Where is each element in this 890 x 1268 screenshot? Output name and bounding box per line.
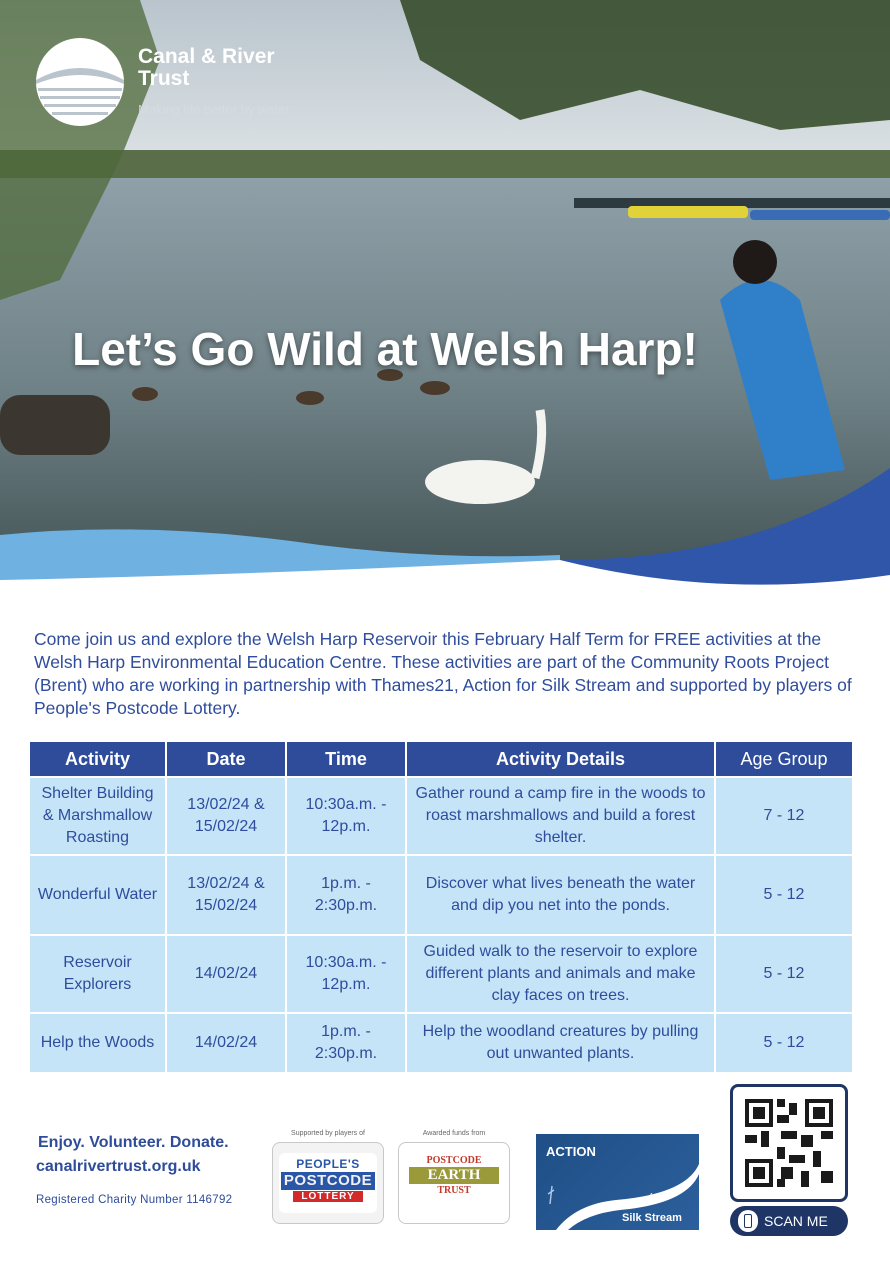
table-row — [30, 936, 852, 1012]
qr-code-block[interactable] — [730, 1084, 848, 1238]
pet-line3: TRUST — [437, 1185, 471, 1196]
action-subtitle: Silk Stream — [622, 1212, 682, 1224]
intro-paragraph: Come join us and explore the Welsh Harp Reservoir this February Half Term for FREE activities at the Welsh Harp Environmental Education Centre. These activities are part of the Community Roots Project (Brent) who are working in partnership with Thames21, Action for Silk Stream and supported by players of People's Postcode Lottery. — [34, 629, 852, 718]
table-row — [30, 778, 852, 854]
action-for: for — [650, 1192, 660, 1201]
pet-line1: POSTCODE — [426, 1155, 482, 1166]
details-cell: Help the woodland creatures by pulling out unwanted plants. — [407, 1014, 714, 1072]
postcode-earth-trust-badge — [398, 1130, 510, 1224]
age-cell: 5 - 12 — [716, 856, 852, 934]
table-row — [30, 856, 852, 934]
pet-caption: Awarded funds from — [422, 1130, 486, 1137]
action-title: ACTION — [546, 1144, 596, 1159]
age-cell: 5 - 12 — [716, 1014, 852, 1072]
table-row — [30, 1014, 852, 1072]
date-cell: 14/02/24 — [167, 936, 285, 1012]
footer-info — [36, 1134, 276, 1206]
phone-icon — [738, 1210, 758, 1232]
action-for-silk-stream-logo — [536, 1134, 699, 1230]
header-activity: Activity — [30, 742, 165, 776]
qr-code[interactable] — [730, 1084, 848, 1202]
date-cell: 13/02/24 & 15/02/24 — [167, 856, 285, 934]
date-cell: 14/02/24 — [167, 1014, 285, 1072]
header-date: Date — [167, 742, 285, 776]
peoples-postcode-lottery-badge — [272, 1130, 384, 1224]
details-cell: Gather round a camp fire in the woods to roast marshmallows and build a forest shelter. — [407, 778, 714, 854]
activity-cell: Shelter Building & Marshmallow Roasting — [30, 778, 165, 854]
activity-cell: Help the Woods — [30, 1014, 165, 1072]
date-cell: 13/02/24 & 15/02/24 — [167, 778, 285, 854]
ppl-caption: Supported by players of — [291, 1130, 365, 1137]
age-cell: 5 - 12 — [716, 936, 852, 1012]
time-cell: 10:30a.m. - 12p.m. — [287, 936, 405, 1012]
table-header-row — [30, 742, 852, 776]
activities-table — [28, 740, 854, 1074]
page-title: Let’s Go Wild at Welsh Harp! — [72, 323, 698, 375]
header-activity-details: Activity Details — [407, 742, 714, 776]
logo-tagline: Making life better by water — [138, 102, 290, 117]
scan-me-label: SCAN ME — [764, 1213, 828, 1229]
footer-tagline: Enjoy. Volunteer. Donate. — [38, 1134, 229, 1151]
charity-number: Registered Charity Number 1146792 — [36, 1194, 233, 1206]
time-cell: 1p.m. - 2:30p.m. — [287, 1014, 405, 1072]
pet-line2: EARTH — [409, 1167, 499, 1184]
details-cell: Discover what lives beneath the water and dip you net into the ponds. — [407, 856, 714, 934]
scan-me-button[interactable] — [730, 1206, 848, 1236]
logo-name: Canal & River Trust — [138, 45, 275, 90]
activity-cell: Wonderful Water — [30, 856, 165, 934]
time-cell: 10:30a.m. - 12p.m. — [287, 778, 405, 854]
sponsor-badges — [272, 1130, 512, 1224]
qr-code-icon — [745, 1099, 833, 1187]
canal-river-trust-logo — [34, 36, 334, 126]
ppl-line2: POSTCODE — [281, 1172, 375, 1190]
activity-cell: Reservoir Explorers — [30, 936, 165, 1012]
trust-logo-icon — [34, 36, 130, 126]
hero-banner — [0, 0, 890, 600]
ppl-line1: PEOPLE'S — [296, 1157, 360, 1171]
age-cell: 7 - 12 — [716, 778, 852, 854]
header-time: Time — [287, 742, 405, 776]
time-cell: 1p.m. - 2:30p.m. — [287, 856, 405, 934]
details-cell: Guided walk to the reservoir to explore different plants and animals and make clay faces on trees. — [407, 936, 714, 1012]
header-age-group: Age Group — [716, 742, 852, 776]
ppl-logo — [279, 1153, 377, 1213]
website-link[interactable]: canalrivertrust.org.uk — [36, 1158, 201, 1175]
ppl-line3: LOTTERY — [293, 1191, 363, 1202]
